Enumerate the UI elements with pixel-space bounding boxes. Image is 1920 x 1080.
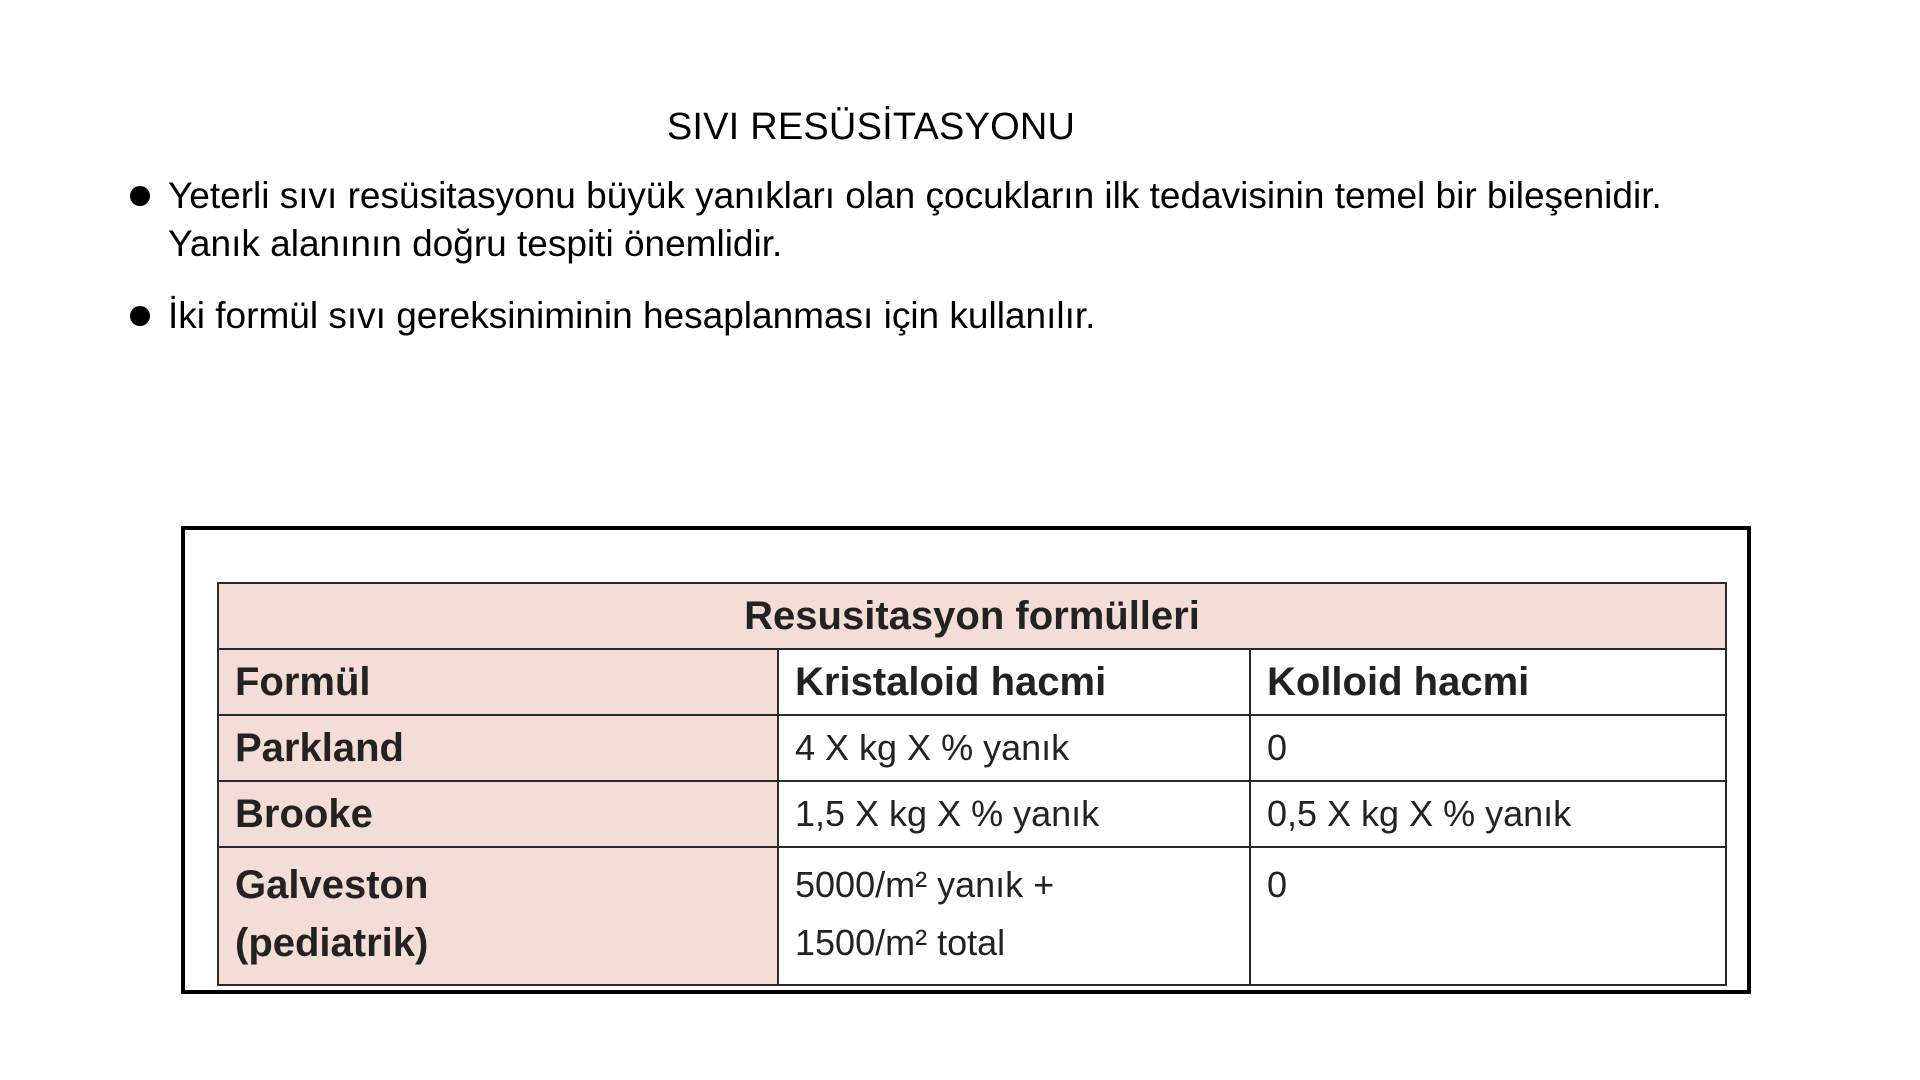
bullet-item — [126, 172, 1686, 268]
crystalloid-line: 5000/m² yanık + — [795, 864, 1055, 905]
formula-name-line: (pediatrik) — [235, 921, 429, 965]
bullet-dot-icon — [130, 306, 150, 326]
header-formula: Formül — [218, 649, 778, 715]
crystalloid-cell: 1,5 X kg X % yanık — [778, 781, 1250, 847]
resuscitation-formulas-table — [217, 582, 1727, 986]
bullet-list — [126, 172, 1686, 364]
header-crystalloid: Kristaloid hacmi — [778, 649, 1250, 715]
table-row — [218, 847, 1726, 985]
crystalloid-cell — [778, 847, 1250, 985]
colloid-cell: 0 — [1250, 715, 1726, 781]
table-row — [218, 715, 1726, 781]
header-colloid: Kolloid hacmi — [1250, 649, 1726, 715]
slide-title: SIVI RESÜSİTASYONU — [666, 106, 1076, 148]
colloid-cell: 0,5 X kg X % yanık — [1250, 781, 1726, 847]
table-header-row — [218, 649, 1726, 715]
table-row — [218, 781, 1726, 847]
bullet-text: İki formül sıvı gereksiniminin hesaplanması için kullanılır. — [168, 295, 1096, 336]
table-figure — [181, 526, 1751, 994]
formula-name-cell — [218, 847, 778, 985]
formula-name-line: Galveston — [235, 863, 429, 907]
colloid-line: 0 — [1267, 864, 1288, 905]
colloid-cell — [1250, 847, 1726, 985]
table-caption: Resusitasyon formülleri — [218, 583, 1726, 649]
crystalloid-line: 1500/m² total — [795, 922, 1006, 963]
bullet-item — [126, 292, 1686, 340]
formula-name-cell: Parkland — [218, 715, 778, 781]
bullet-dot-icon — [130, 186, 150, 206]
table-caption-row — [218, 583, 1726, 649]
bullet-text: Yeterli sıvı resüsitasyonu büyük yanıkları olan çocukların ilk tedavisinin temel bir bileşenidir. Yanık alanının doğru tespiti önemlidir. — [168, 175, 1662, 264]
formula-name-cell: Brooke — [218, 781, 778, 847]
crystalloid-cell: 4 X kg X % yanık — [778, 715, 1250, 781]
